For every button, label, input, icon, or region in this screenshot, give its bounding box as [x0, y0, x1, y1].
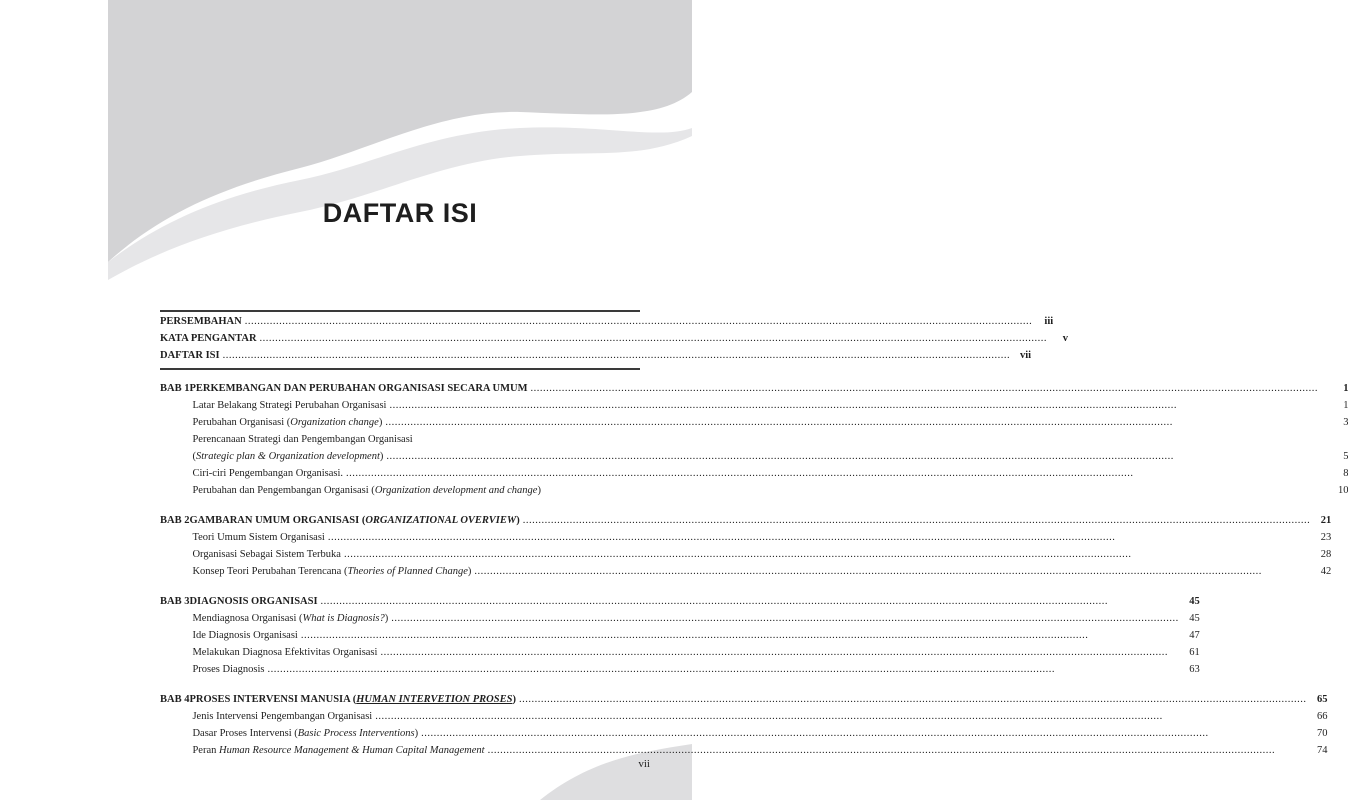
- chapter-number: BAB 2: [160, 515, 190, 526]
- subentry-label: Dasar Proses Intervensi (Basic Process Interventions): [192, 728, 419, 739]
- leader-dots: [474, 563, 1310, 580]
- leader-dots: [385, 414, 1327, 431]
- leader-dots: [523, 512, 1311, 529]
- subentry-page: 70: [1316, 728, 1328, 739]
- subentry-page: 3: [1343, 417, 1348, 428]
- chapter-title-entry[interactable]: [189, 593, 1199, 610]
- subentry-label: Ide Diagnosis Organisasi: [192, 630, 298, 641]
- subentry-label: Teori Umum Sistem Organisasi: [192, 532, 325, 543]
- toc-entry-page: v: [1062, 333, 1069, 344]
- subentry-page: 74: [1316, 745, 1328, 756]
- toc-subentry[interactable]: [189, 644, 1199, 661]
- toc-subentry[interactable]: [189, 708, 1327, 725]
- toc-subentry[interactable]: [189, 610, 1199, 627]
- subentry-page: 42: [1320, 566, 1332, 577]
- leader-dots: [301, 627, 1179, 644]
- leader-dots: [386, 448, 1327, 465]
- chapter-title-entry[interactable]: [189, 512, 1331, 529]
- leader-dots: [519, 691, 1307, 708]
- leader-dots: [488, 742, 1307, 759]
- chapter-title: DIAGNOSIS ORGANISASI: [189, 596, 318, 607]
- chapter-page: 1: [1343, 383, 1348, 394]
- leader-dots: [421, 725, 1306, 742]
- leader-dots: [260, 330, 1048, 347]
- subentry-page: 23: [1320, 532, 1332, 543]
- toc-subentry[interactable]: [189, 563, 1331, 580]
- leader-dots: [328, 529, 1310, 546]
- chapter-title: GAMBARAN UMUM ORGANISASI (ORGANIZATIONAL OVERVIEW): [189, 515, 520, 526]
- subentry-label: (Strategic plan & Organization development): [192, 451, 384, 462]
- subentry-page: 61: [1189, 647, 1200, 658]
- section-rule: [160, 368, 640, 370]
- subentry-page: 63: [1189, 664, 1200, 675]
- toc-entry-kata-pengantar[interactable]: [160, 330, 1069, 347]
- subentry-label: Ciri-ciri Pengembangan Organisasi.: [192, 468, 344, 479]
- toc-subentry[interactable]: [189, 725, 1327, 742]
- subentry-label: Peran Human Resource Management & Human Capital Management: [192, 745, 485, 756]
- toc-entry-persembahan[interactable]: [160, 313, 1054, 330]
- subentry-label: Perencanaan Strategi dan Pengembangan Organisasi: [192, 434, 413, 445]
- toc-subentry[interactable]: [189, 742, 1327, 759]
- toc-subentry[interactable]: [189, 397, 1348, 414]
- leader-dots: [391, 610, 1179, 627]
- toc-subentry[interactable]: [189, 448, 1348, 465]
- subentry-page: 5: [1343, 451, 1348, 462]
- subentry-page: 10: [1337, 485, 1348, 496]
- toc-subentry[interactable]: [189, 529, 1331, 546]
- chapter-number: BAB 4: [160, 694, 190, 705]
- toc-subentry[interactable]: [189, 414, 1348, 431]
- toc-subentry[interactable]: [189, 465, 1348, 482]
- chapter-number: BAB 3: [160, 596, 190, 607]
- toc-entry-label: PERSEMBAHAN: [160, 316, 242, 327]
- page-title: DAFTAR ISI: [322, 198, 478, 228]
- leader-dots: [321, 593, 1179, 610]
- toc-entry-page: vii: [1020, 350, 1032, 361]
- subentry-page: 8: [1343, 468, 1348, 479]
- leader-dots: [344, 546, 1310, 563]
- subentry-label: Mendiagnosa Organisasi (What is Diagnosis?): [192, 613, 389, 624]
- subentry-label: Proses Diagnosis: [192, 664, 265, 675]
- chapter-page: 65: [1316, 694, 1328, 705]
- subentry-page: 47: [1189, 630, 1200, 641]
- subentry-label: Organisasi Sebagai Sistem Terbuka: [192, 549, 341, 560]
- toc-entry-label: KATA PENGANTAR: [160, 333, 257, 344]
- leader-dots: [245, 313, 1033, 330]
- page-number: vii: [638, 758, 650, 770]
- chapter-page: 21: [1320, 515, 1332, 526]
- leader-dots: [531, 380, 1328, 397]
- subentry-label: Perubahan Organisasi (Organization change): [192, 417, 383, 428]
- top-rule: [160, 310, 640, 312]
- toc-entry-page: iii: [1044, 316, 1054, 327]
- leader-dots: [346, 465, 1327, 482]
- chapter-bab-2: [160, 512, 1332, 580]
- subentry-label: Melakukan Diagnosa Efektivitas Organisasi: [192, 647, 378, 658]
- table-of-contents: [160, 313, 1348, 759]
- chapter-title-entry[interactable]: [189, 691, 1327, 708]
- chapter-bab-3: [160, 593, 1200, 678]
- subentry-label: Perubahan dan Pengembangan Organisasi (Organization development and change): [192, 485, 541, 496]
- subentry-label: Jenis Intervensi Pengembangan Organisasi: [192, 711, 373, 722]
- toc-subentry[interactable]: [189, 661, 1199, 678]
- leader-dots: [380, 644, 1178, 661]
- chapter-title: PERKEMBANGAN DAN PERUBAHAN ORGANISASI SECARA UMUM: [189, 383, 528, 394]
- chapter-page: 45: [1189, 596, 1200, 607]
- leader-dots: [375, 708, 1306, 725]
- chapter-title: PROSES INTERVENSI MANUSIA (HUMAN INTERVETION PROSES): [189, 694, 516, 705]
- chapter-title-entry[interactable]: [189, 380, 1348, 397]
- subentry-page: 28: [1320, 549, 1332, 560]
- leader-dots: [268, 661, 1179, 678]
- toc-entry-label: DAFTAR ISI: [160, 350, 220, 361]
- subentry-label: Latar Belakang Strategi Perubahan Organisasi: [192, 400, 387, 411]
- chapter-bab-4: [160, 691, 1328, 759]
- subentry-page: 66: [1316, 711, 1328, 722]
- chapter-number: BAB 1: [160, 383, 190, 394]
- toc-subentry[interactable]: [189, 546, 1331, 563]
- leader-dots: [223, 347, 1011, 364]
- toc-subentry-line[interactable]: [189, 431, 1348, 448]
- leader-dots: [389, 397, 1327, 414]
- subentry-page: 45: [1189, 613, 1200, 624]
- subentry-label: Konsep Teori Perubahan Terencana (Theories of Planned Change): [192, 566, 472, 577]
- chapter-bab-1: [160, 380, 1348, 499]
- toc-subentry[interactable]: [189, 627, 1199, 644]
- subentry-page: 1: [1343, 400, 1348, 411]
- toc-entry-daftar-isi[interactable]: [160, 347, 1032, 364]
- toc-subentry[interactable]: [189, 482, 1348, 499]
